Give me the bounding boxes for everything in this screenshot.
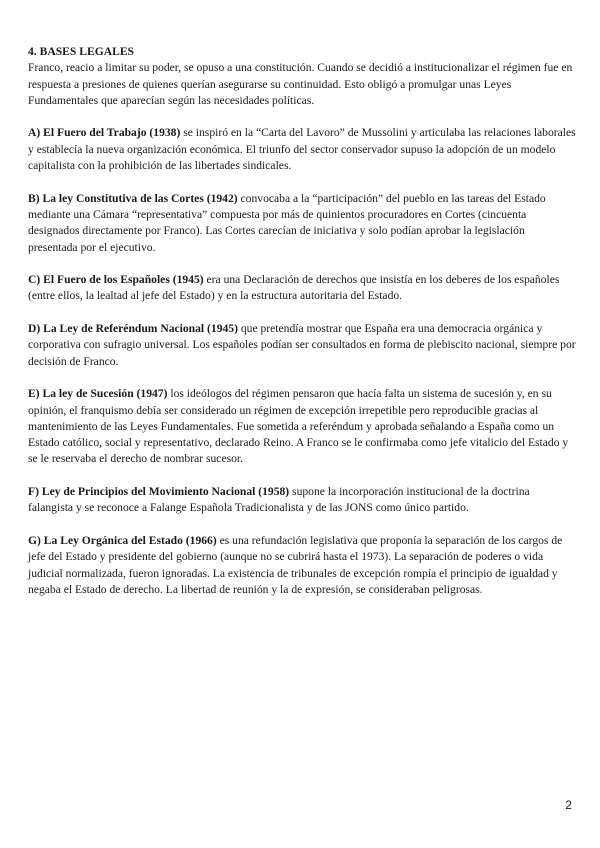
law-text: supone la incorporación institucional de la doctrina falangista y se reconoce a Falange Española Tradicionalista y de las JONS como único partido. — [28, 485, 530, 515]
law-text: que pretendía mostrar que España era una democracia orgánica y corporativa con sufragio universal. Los españoles podían ser consultados en forma de plebiscito nacional, siempre por decisión de Franco. — [28, 322, 576, 368]
law-paragraph-g — [28, 533, 576, 598]
law-paragraph-a — [28, 125, 576, 174]
document-body — [28, 44, 576, 614]
law-paragraph-b — [28, 191, 576, 256]
law-paragraph-f — [28, 484, 576, 517]
law-text: se inspiró en la “Carta del Lavoro” de Mussolini y articulaba las relaciones laborales y establecía la nueva organización económica. El triunfo del sector conservador supuso la adopción de un modelo capitalista con la prohibición de las libertades sindicales. — [28, 126, 576, 173]
law-text: convocaba a la “participación” del pueblo en las tareas del Estado mediante una Cámara “representativa” compuesta por más de quinientos procuradores en Cortes (cincuenta designados directamente por Franco). Las Cortes carecían de iniciativa y solo podían aprobar la legislación presentada por el ejecutivo. — [28, 191, 546, 254]
law-title: B) La ley Constitutiva de las Cortes (1942) — [28, 191, 238, 205]
law-title: F) Ley de Principios del Movimiento Nacional (1958) — [28, 485, 290, 499]
intro-paragraph: Franco, reacio a limitar su poder, se opuso a una constitución. Cuando se decidió a institucionalizar el régimen fue en respuesta a presiones de quienes querían asegurarse su continuidad. Esto obligó a promulgar unas Leyes Fundamentales que aparecían según las necesidades políticas. — [28, 61, 573, 107]
law-paragraph-d — [28, 321, 576, 370]
law-title: A) El Fuero del Trabajo (1938) — [28, 126, 181, 140]
law-text: era una Declaración de derechos que insistía en los deberes de los españoles (entre ellos, la lealtad al jefe del Estado) y en la estructura autoritaria del Estado. — [28, 273, 560, 303]
law-title: G) La Ley Orgánica del Estado (1966) — [28, 533, 217, 547]
section-title: 4. BASES LEGALES — [28, 45, 134, 58]
law-paragraph-c — [28, 272, 576, 305]
law-paragraph-e — [28, 386, 576, 467]
law-title: C) El Fuero de los Españoles (1945) — [28, 273, 204, 287]
law-title: D) La Ley de Referéndum Nacional (1945) — [28, 322, 238, 336]
law-text: es una refundación legislativa que proponía la separación de los cargos de jefe del Estado y presidente del gobierno (aunque no se cubrirá hasta el 1973). La separación de poderes o vida judicial normalizada, fueron ignoradas. La existencia de tribunales de excepción rompía el principio de igualdad y negaba el Estado de derecho. La libertad de reunión y la de expresión, se consideraban peligrosas. — [28, 533, 563, 596]
law-text: los ideólogos del régimen pensaron que hacía falta un sistema de sucesión y, en su opinión, el franquismo debía ser considerado un régimen de excepción irrepetible pero reproducible gracias al mantenimiento de las Leyes Fundamentales. Fue sometida a referéndum y aprobada señalando a España como un Estado católico, social y representativo, declarado Reino. A Franco se le confirmaba como jefe vitalicio del Estado y se le reservaba el derecho de nombrar sucesor. — [28, 387, 569, 466]
page-number: 2 — [565, 798, 572, 812]
law-title: E) La ley de Sucesión (1947) — [28, 387, 168, 401]
